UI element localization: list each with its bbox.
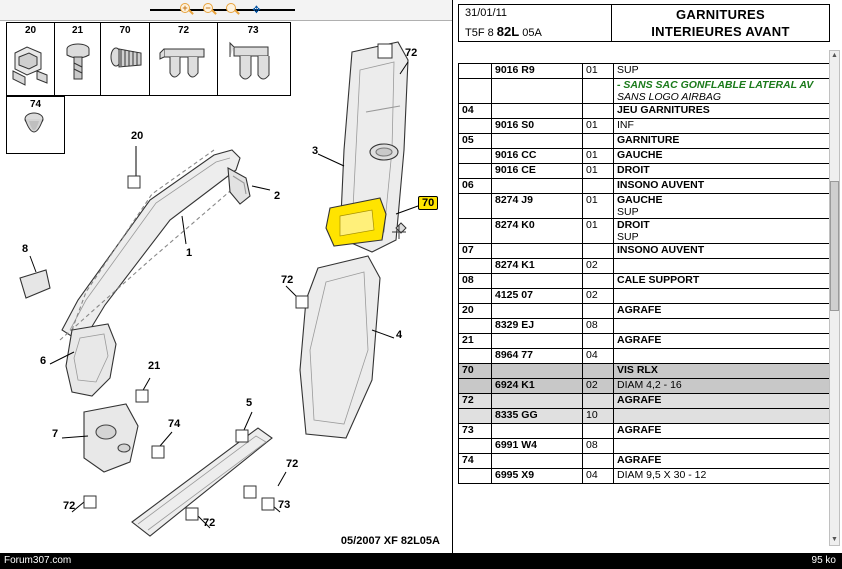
cell-description: DIAM 4,2 - 16 xyxy=(614,379,830,394)
table-row[interactable] xyxy=(459,179,830,194)
cell-index xyxy=(459,319,492,334)
cell-qty: 10 xyxy=(583,409,614,424)
cell-qty: 01 xyxy=(583,149,614,164)
thumbnail-number: 73 xyxy=(247,25,259,36)
ref-prefix: T5F 8 xyxy=(465,27,497,39)
cell-index: 04 xyxy=(459,104,492,119)
header-title-line2: INTERIEURES AVANT xyxy=(651,24,790,39)
zoom-out-icon[interactable]: − xyxy=(203,3,218,18)
cell-reference xyxy=(492,454,583,469)
callout-4: 4 xyxy=(396,329,403,341)
cell-index: 07 xyxy=(459,244,492,259)
cell-index xyxy=(459,289,492,304)
cell-qty xyxy=(583,304,614,319)
cell-qty: 01 xyxy=(583,119,614,134)
vertical-scrollbar[interactable] xyxy=(829,50,840,546)
desc-main: DROIT xyxy=(617,219,650,231)
cell-description: INF xyxy=(614,119,830,134)
cell-description xyxy=(614,349,830,364)
cell-description: DROIT xyxy=(614,164,830,179)
table-row-highlighted[interactable] xyxy=(459,364,830,379)
drawing-revision-label: 05/2007 XF 82L05A xyxy=(340,535,440,547)
cell-reference xyxy=(492,274,583,289)
cell-index: 21 xyxy=(459,334,492,349)
callout-6: 6 xyxy=(40,355,47,367)
table-row[interactable] xyxy=(459,439,830,454)
cell-reference xyxy=(492,179,583,194)
cell-qty xyxy=(583,179,614,194)
cell-qty xyxy=(583,364,614,379)
cell-description xyxy=(614,409,830,424)
table-row[interactable] xyxy=(459,194,830,219)
cell-index xyxy=(459,119,492,134)
table-row[interactable] xyxy=(459,304,830,319)
scroll-down-arrow[interactable]: ▼ xyxy=(831,536,838,543)
parts-table-pane xyxy=(453,0,842,569)
cell-description xyxy=(614,319,830,334)
cell-index xyxy=(459,164,492,179)
cell-reference: 8335 GG xyxy=(492,409,583,424)
callout-7: 7 xyxy=(52,428,59,440)
cell-description: INSONO AUVENT xyxy=(614,179,830,194)
table-row[interactable] xyxy=(459,334,830,349)
cell-reference: 9016 CE xyxy=(492,164,583,179)
callout-70-highlight: 70 xyxy=(418,196,438,210)
cell-description: CALE SUPPORT xyxy=(614,274,830,289)
callout-20: 20 xyxy=(131,130,144,142)
cell-qty xyxy=(583,334,614,349)
table-header-block xyxy=(458,4,830,42)
cell-qty xyxy=(583,424,614,439)
desc-sub: SUP xyxy=(617,206,639,218)
callout-21: 21 xyxy=(148,360,161,372)
cell-reference xyxy=(492,244,583,259)
cell-reference: 6991 W4 xyxy=(492,439,583,454)
table-row-shaded[interactable] xyxy=(459,409,830,424)
cell-description: AGRAFE xyxy=(614,394,830,409)
scroll-up-arrow[interactable]: ▲ xyxy=(831,52,838,59)
status-bar-right xyxy=(453,553,842,569)
cell-reference xyxy=(492,104,583,119)
cell-reference: 8274 K1 xyxy=(492,259,583,274)
cell-description xyxy=(614,194,830,219)
cell-qty: 01 xyxy=(583,219,614,244)
cell-description xyxy=(614,259,830,274)
table-row[interactable] xyxy=(459,104,830,119)
cell-index: 08 xyxy=(459,274,492,289)
cell-qty: 08 xyxy=(583,319,614,334)
cell-qty xyxy=(583,244,614,259)
cell-reference xyxy=(492,334,583,349)
callout-1: 1 xyxy=(186,247,193,259)
header-title-line1: GARNITURES xyxy=(676,7,765,22)
cell-index xyxy=(459,219,492,244)
thumbnail-number: 70 xyxy=(119,25,131,36)
table-row-shaded[interactable] xyxy=(459,394,830,409)
callout-72-bottom: 72 xyxy=(203,517,216,529)
cell-description: AGRAFE xyxy=(614,424,830,439)
cell-description: AGRAFE xyxy=(614,304,830,319)
cell-description: JEU GARNITURES xyxy=(614,104,830,119)
table-row-highlighted[interactable] xyxy=(459,379,830,394)
cell-qty xyxy=(583,79,614,104)
cell-reference: 9016 R9 xyxy=(492,64,583,79)
header-title-cell xyxy=(612,5,829,41)
cell-reference xyxy=(492,424,583,439)
desc-main: GAUCHE xyxy=(617,194,663,206)
cell-index xyxy=(459,409,492,424)
callout-3: 3 xyxy=(312,145,319,157)
cell-qty xyxy=(583,394,614,409)
table-row[interactable] xyxy=(459,219,830,244)
cell-reference: 8274 K0 xyxy=(492,219,583,244)
ref-bold: 82L xyxy=(496,24,520,39)
table-row[interactable] xyxy=(459,274,830,289)
cell-index: 74 xyxy=(459,454,492,469)
cell-qty: 01 xyxy=(583,164,614,179)
callout-8: 8 xyxy=(22,243,29,255)
cell-reference xyxy=(492,79,583,104)
callout-72-mid: 72 xyxy=(281,274,294,286)
table-row[interactable] xyxy=(459,349,830,364)
table-row[interactable] xyxy=(459,469,830,484)
cell-description: DIAM 9,5 X 30 - 12 xyxy=(614,469,830,484)
cell-reference: 4125 07 xyxy=(492,289,583,304)
cell-index: 05 xyxy=(459,134,492,149)
cell-qty xyxy=(583,274,614,289)
cell-description: SUP xyxy=(614,64,830,79)
cell-reference: 8964 77 xyxy=(492,349,583,364)
zoom-in-icon[interactable]: + xyxy=(180,3,195,18)
header-reference xyxy=(465,24,542,39)
cell-description: AGRAFE xyxy=(614,334,830,349)
file-size-text: 95 ko xyxy=(811,555,836,566)
cell-index: 73 xyxy=(459,424,492,439)
cell-reference xyxy=(492,394,583,409)
callout-5: 5 xyxy=(246,397,253,409)
cell-description: GAUCHE xyxy=(614,149,830,164)
cell-qty xyxy=(583,454,614,469)
note-italic: SANS LOGO AIRBAG xyxy=(617,91,722,103)
table-row[interactable] xyxy=(459,64,830,79)
cell-index: 70 xyxy=(459,364,492,379)
table-row[interactable] xyxy=(459,424,830,439)
cell-description xyxy=(614,439,830,454)
header-left-cell xyxy=(459,5,612,41)
callout-72-top: 72 xyxy=(405,47,418,59)
thumbnail-number: 72 xyxy=(177,25,190,36)
cell-qty: 04 xyxy=(583,349,614,364)
cell-description: INSONO AUVENT xyxy=(614,244,830,259)
table-row[interactable] xyxy=(459,244,830,259)
cell-qty: 02 xyxy=(583,379,614,394)
cell-index xyxy=(459,469,492,484)
thumbnail-number: 20 xyxy=(24,25,37,36)
cell-index xyxy=(459,64,492,79)
note-green: - SANS SAC GONFLABLE LATERAL AV xyxy=(617,79,814,91)
table-row[interactable] xyxy=(459,319,830,334)
cell-description: VIS RLX xyxy=(614,364,830,379)
scrollbar-thumb[interactable] xyxy=(830,181,839,311)
cell-description: GARNITURE xyxy=(614,134,830,149)
cell-index xyxy=(459,259,492,274)
cell-description xyxy=(614,219,830,244)
cell-qty: 02 xyxy=(583,289,614,304)
cell-reference: 6995 X9 xyxy=(492,469,583,484)
cell-qty: 04 xyxy=(583,469,614,484)
cell-index xyxy=(459,439,492,454)
table-row[interactable] xyxy=(459,289,830,304)
cell-index xyxy=(459,149,492,164)
table-row[interactable] xyxy=(459,134,830,149)
cell-qty: 08 xyxy=(583,439,614,454)
thumbnail-number: 21 xyxy=(71,25,84,36)
table-row[interactable] xyxy=(459,259,830,274)
pan-move-icon[interactable]: ✥ xyxy=(252,4,261,16)
callout-73: 73 xyxy=(278,499,291,511)
cell-reference xyxy=(492,304,583,319)
status-bar-left xyxy=(0,553,452,569)
table-row[interactable] xyxy=(459,164,830,179)
table-row-note[interactable] xyxy=(459,79,830,104)
desc-sub: SUP xyxy=(617,231,639,243)
header-date: 31/01/11 xyxy=(465,7,508,19)
parts-table-body xyxy=(459,64,830,484)
thumbnail-number: 74 xyxy=(29,99,42,110)
cell-qty: 01 xyxy=(583,194,614,219)
callout-2: 2 xyxy=(274,190,281,202)
table-row[interactable] xyxy=(459,119,830,134)
cell-index: 06 xyxy=(459,179,492,194)
callout-72-bl: 72 xyxy=(63,500,76,512)
cell-reference: 9016 CC xyxy=(492,149,583,164)
cell-reference xyxy=(492,364,583,379)
cell-index xyxy=(459,379,492,394)
cell-qty: 02 xyxy=(583,259,614,274)
parts-table xyxy=(458,63,830,484)
cell-description xyxy=(614,289,830,304)
cell-reference xyxy=(492,134,583,149)
callout-72-low: 72 xyxy=(286,458,299,470)
cell-index: 20 xyxy=(459,304,492,319)
cell-index xyxy=(459,194,492,219)
cell-qty xyxy=(583,104,614,119)
cell-reference: 6924 K1 xyxy=(492,379,583,394)
cell-index xyxy=(459,349,492,364)
cell-index xyxy=(459,79,492,104)
callout-74: 74 xyxy=(168,418,181,430)
cell-description: AGRAFE xyxy=(614,454,830,469)
cell-reference: 8329 EJ xyxy=(492,319,583,334)
table-row[interactable] xyxy=(459,454,830,469)
cell-reference: 8274 J9 xyxy=(492,194,583,219)
cell-reference: 9016 S0 xyxy=(492,119,583,134)
watermark-text: Forum307.com xyxy=(4,555,72,566)
table-row[interactable] xyxy=(459,149,830,164)
cell-description-note xyxy=(614,79,830,104)
cell-qty xyxy=(583,134,614,149)
cell-index: 72 xyxy=(459,394,492,409)
cell-qty: 01 xyxy=(583,64,614,79)
ref-suffix: 05A xyxy=(519,27,542,39)
